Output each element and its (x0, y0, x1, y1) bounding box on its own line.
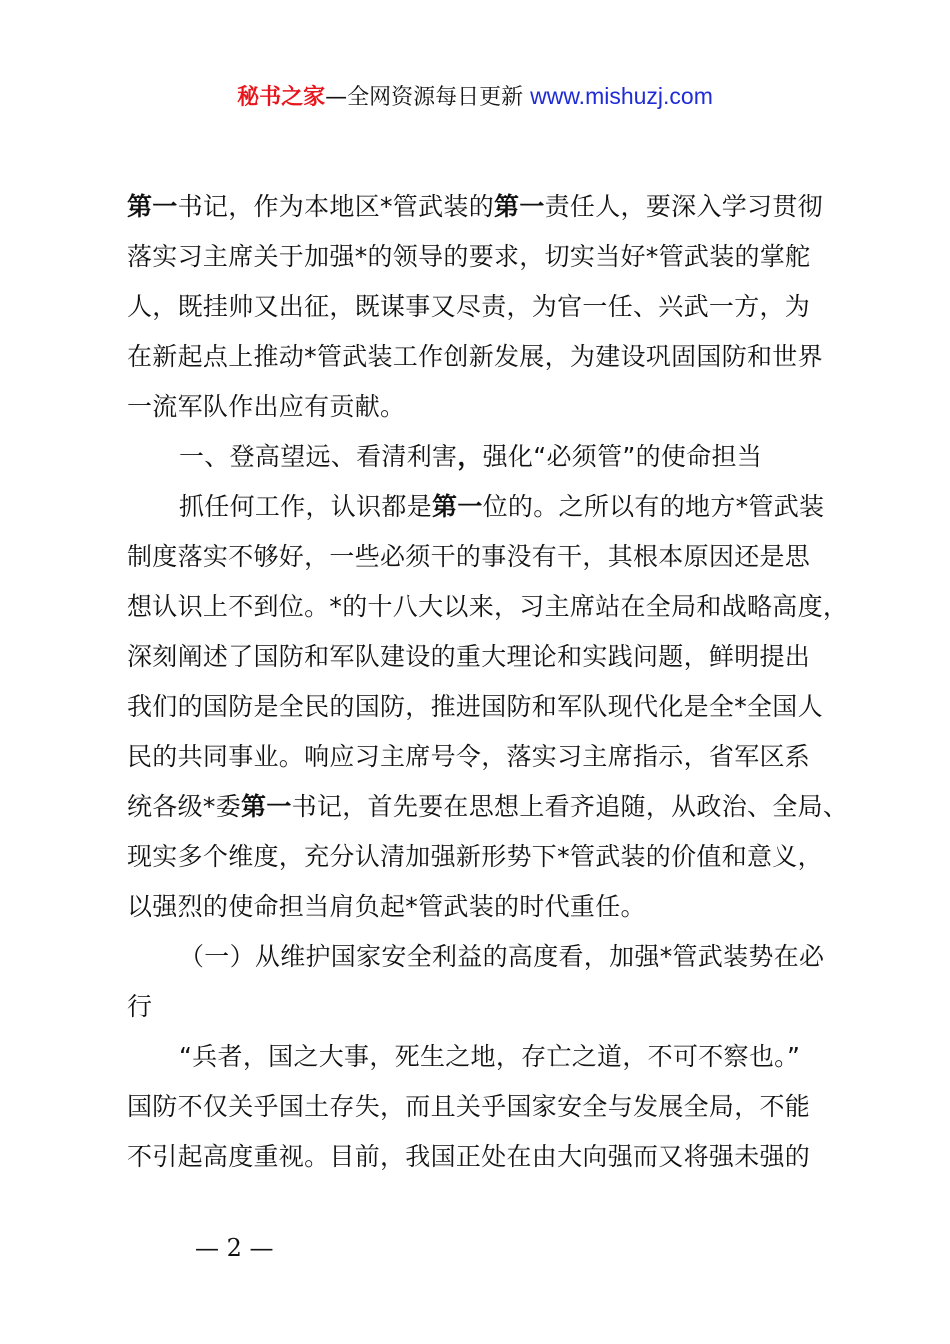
subsection-heading: （一）从维护国家安全利益的高度看，加强*管武装势在必 (179, 942, 825, 971)
text-run: 书记，首先要在思想上看齐追随，从政治、全局、 (291, 792, 849, 821)
text-run: 书记，作为本地区*管武装的 (177, 192, 495, 221)
website-link[interactable]: www.mishuzj.com (530, 83, 713, 109)
text-line: 国防不仅关乎国土存失，而且关乎国家安全与发展全局，不能 (127, 1092, 811, 1121)
page-header (0, 80, 950, 114)
document-body (127, 182, 849, 1182)
page-number: — 2 — (195, 1234, 274, 1262)
text-line: 不引起高度重视。目前，我国正处在由大向强而又将强未强的 (127, 1142, 811, 1171)
heading-text: 一、登高望远、看清利害 (179, 442, 458, 471)
bold-text: 第一 (494, 192, 545, 221)
text-line (127, 482, 839, 532)
bold-text: 第一 (241, 792, 292, 821)
header-tagline: —全网资源每日更新 (325, 85, 531, 110)
text-run: 统各级*委 (127, 792, 242, 821)
text-run: 位的。之所以有的地方*管武装 (482, 492, 825, 521)
text-line: 以强烈的使命担当肩负起*管武装的时代重任。 (127, 892, 646, 921)
bold-text: 第一 (432, 492, 483, 521)
heading-text: 强化“必须管”的使命担当 (482, 442, 763, 471)
text-line: 我们的国防是全民的国防，推进国防和军队现代化是全*全国人 (127, 692, 823, 721)
text-line: 在新起点上推动*管武装工作创新发展，为建设巩固国防和世界 (127, 342, 823, 371)
text-line: 现实多个维度，充分认清加强新形势下*管武装的价值和意义， (127, 842, 823, 871)
bold-text: 第一 (127, 192, 178, 221)
text-line: 一流军队作出应有贡献。 (127, 392, 406, 421)
text-line (127, 782, 849, 832)
text-line: 想认识上不到位。*的十八大以来，习主席站在全局和战略高度， (127, 592, 849, 621)
text-run: 抓任何工作，认识都是 (179, 492, 433, 521)
section-heading (127, 432, 839, 482)
text-line: 制度落实不够好，一些必须干的事没有干，其根本原因还是思 (127, 542, 811, 571)
text-line: 落实习主席关于加强*的领导的要求，切实当好*管武装的掌舵 (127, 242, 811, 271)
bold-text: ， (457, 442, 483, 471)
quote-line: “兵者，国之大事，死生之地，存亡之道，不可不察也。” (179, 1042, 801, 1071)
text-line: 人，既挂帅又出征，既谋事又尽责，为官一任、兴武一方，为 (127, 292, 811, 321)
text-line: 民的共同事业。响应习主席号令，落实习主席指示，省军区系 (127, 742, 811, 771)
text-run: 责任人，要深入学习贯彻 (544, 192, 823, 221)
text-line (127, 182, 839, 232)
text-line: 行 (127, 992, 153, 1021)
brand-name: 秘书之家 (237, 85, 326, 110)
text-line: 深刻阐述了国防和军队建设的重大理论和实践问题，鲜明提出 (127, 642, 811, 671)
